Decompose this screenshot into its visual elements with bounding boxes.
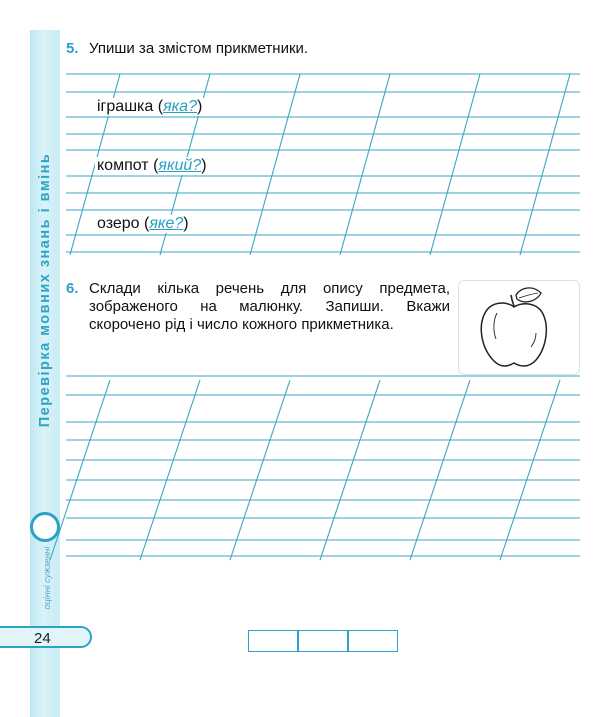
noun-word: компот bbox=[97, 157, 149, 174]
task-5-instruction: Упиши за змістом прикметники. bbox=[89, 40, 309, 57]
task-6-line-2: зображеного на малюнку. Запиши. Вкажи bbox=[89, 298, 450, 315]
task-5-item-1 bbox=[95, 98, 204, 116]
task-6-line-3: скорочено рід і число кожного прикметника. bbox=[89, 316, 394, 333]
sidebar-logo: оцінні сужзенні bbox=[42, 546, 52, 610]
question-word: яка? bbox=[163, 98, 197, 115]
slant-line bbox=[250, 74, 300, 255]
slant-line bbox=[320, 380, 380, 560]
question-word: який? bbox=[158, 157, 202, 174]
slant-line bbox=[500, 380, 560, 560]
score-box-2[interactable] bbox=[298, 630, 348, 652]
apple-picture-frame bbox=[458, 280, 580, 375]
score-box-3[interactable] bbox=[348, 630, 398, 652]
question-word: яке? bbox=[149, 215, 184, 232]
slant-line bbox=[340, 74, 390, 255]
task-5-item-3 bbox=[95, 215, 191, 233]
slant-line bbox=[50, 380, 110, 560]
apple-icon bbox=[459, 281, 579, 374]
task-5-item-2 bbox=[95, 157, 209, 175]
sidebar-title: Перевірка мовних знань і вмінь bbox=[37, 152, 53, 428]
slant-line bbox=[410, 380, 470, 560]
open-paren: ( bbox=[148, 157, 159, 174]
close-paren: ) bbox=[196, 98, 203, 115]
task-5-number: 5. bbox=[66, 40, 79, 57]
slant-line bbox=[140, 380, 200, 560]
open-paren: ( bbox=[139, 215, 150, 232]
noun-word: озеро bbox=[97, 215, 140, 232]
close-paren: ) bbox=[183, 215, 189, 232]
slant-line bbox=[230, 380, 290, 560]
task-6-line-1: Склади кілька речень для опису предмета, bbox=[89, 280, 450, 297]
slant-line bbox=[430, 74, 480, 255]
score-box-1[interactable] bbox=[248, 630, 298, 652]
task-6-number: 6. bbox=[66, 280, 79, 297]
close-paren: ) bbox=[201, 157, 207, 174]
page-number: 24 bbox=[34, 630, 51, 647]
open-paren: ( bbox=[153, 98, 164, 115]
noun-word: іграшка bbox=[97, 98, 154, 115]
slant-line bbox=[520, 74, 570, 255]
